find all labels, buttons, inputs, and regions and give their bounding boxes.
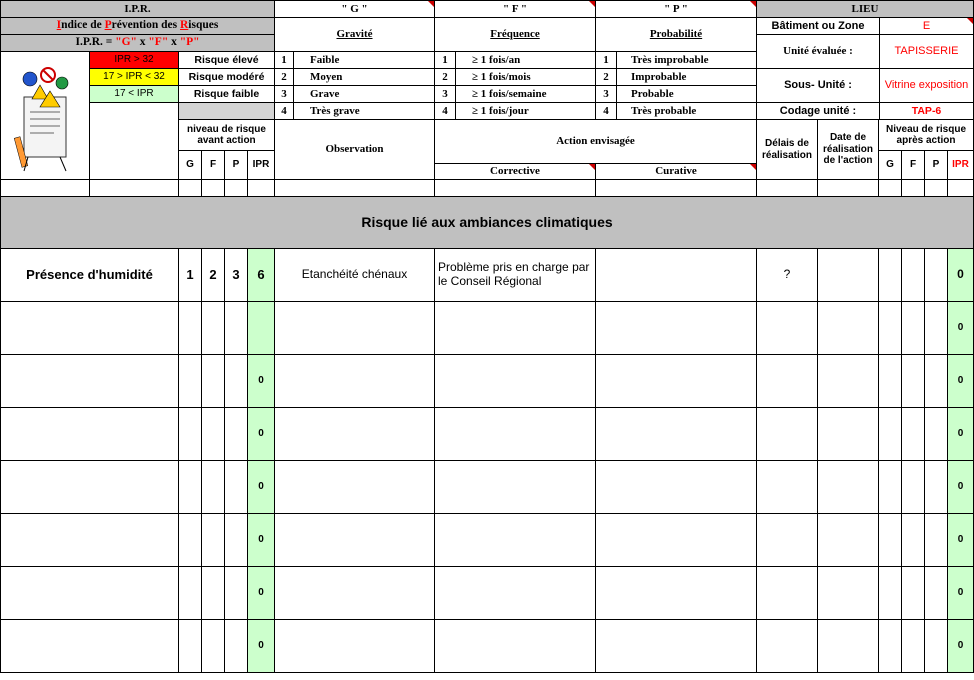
g-after-cell[interactable]	[878, 354, 902, 408]
observation-cell[interactable]	[274, 301, 435, 355]
corrective-cell[interactable]	[434, 619, 596, 673]
spacer-cell[interactable]	[817, 179, 879, 197]
observation-cell[interactable]	[274, 513, 435, 567]
delais-header[interactable]: Délais de réalisation	[756, 119, 818, 180]
corrective-cell[interactable]: Problème pris en charge par le Conseil Régional	[434, 248, 596, 302]
g-value-cell[interactable]	[178, 354, 202, 408]
g-after-cell[interactable]	[878, 460, 902, 514]
safety-illustration-cell[interactable]	[0, 51, 90, 180]
f-after-cell[interactable]	[901, 354, 925, 408]
p-value-cell[interactable]	[224, 407, 248, 461]
ipr-after-cell[interactable]: 0	[947, 248, 974, 302]
risk-cell[interactable]	[0, 354, 179, 408]
curative-cell[interactable]	[595, 407, 757, 461]
ipr-letter-p: P	[104, 19, 112, 32]
g-scale-header[interactable]: " G "	[274, 0, 435, 18]
f-after-cell[interactable]	[901, 407, 925, 461]
curative-header[interactable]: Curative	[595, 163, 757, 180]
p-value-cell[interactable]	[224, 513, 248, 567]
spacer-cell[interactable]	[247, 179, 275, 197]
g-value-cell[interactable]	[178, 301, 202, 355]
blank-cell[interactable]	[89, 102, 179, 180]
g-item-label[interactable]: Grave	[293, 85, 435, 103]
ipr-subtitle[interactable]	[0, 17, 275, 35]
f-item-label[interactable]: ≥ 1 fois/mois	[455, 68, 596, 86]
p-after-cell[interactable]	[924, 619, 948, 673]
p-value-cell[interactable]	[224, 460, 248, 514]
corrective-cell[interactable]	[434, 513, 596, 567]
p-item-label[interactable]: Très probable	[616, 102, 757, 120]
date-cell[interactable]	[817, 248, 879, 302]
ipr-subtitle-part: révention des	[111, 19, 180, 32]
f-value-cell[interactable]	[201, 301, 225, 355]
col-ipr-after-header[interactable]: IPR	[947, 150, 974, 180]
batiment-value[interactable]: E	[879, 17, 974, 35]
codage-value[interactable]: TAP-6	[879, 102, 974, 120]
sous-unite-label[interactable]: Sous- Unité :	[756, 68, 880, 103]
date-cell[interactable]	[817, 407, 879, 461]
corrective-header[interactable]: Corrective	[434, 163, 596, 180]
f-item-label[interactable]: ≥ 1 fois/jour	[455, 102, 596, 120]
observation-cell[interactable]	[274, 566, 435, 620]
f-item-number[interactable]: 3	[434, 85, 456, 103]
ipr-letter-i: I	[56, 19, 62, 32]
formula-f: "F"	[148, 36, 169, 49]
p-value-cell[interactable]	[224, 619, 248, 673]
date-header[interactable]: Date de réalisation de l'action	[817, 119, 879, 180]
ipr-value-cell[interactable]: 0	[247, 513, 275, 567]
p-after-cell[interactable]	[924, 301, 948, 355]
corrective-cell[interactable]	[434, 407, 596, 461]
g-value-cell[interactable]	[178, 407, 202, 461]
p-value-cell[interactable]: 3	[224, 248, 248, 302]
g-after-cell[interactable]	[878, 407, 902, 461]
ipr-after-cell[interactable]: 0	[947, 407, 974, 461]
curative-cell[interactable]	[595, 248, 757, 302]
legend-range-high[interactable]: IPR > 32	[89, 51, 179, 69]
ipr-title[interactable]: I.P.R.	[0, 0, 275, 18]
col-f-after-header[interactable]: F	[901, 150, 925, 180]
g-after-cell[interactable]	[878, 301, 902, 355]
niveau-apres-header[interactable]: Niveau de risque après action	[878, 119, 974, 151]
g-value-cell[interactable]	[178, 566, 202, 620]
f-value-cell[interactable]	[201, 460, 225, 514]
delais-cell[interactable]	[756, 354, 818, 408]
f-item-number[interactable]: 2	[434, 68, 456, 86]
formula-x: x	[168, 36, 180, 49]
risk-cell[interactable]	[0, 513, 179, 567]
f-item-label[interactable]: ≥ 1 fois/an	[455, 51, 596, 69]
ipr-value-cell[interactable]: 0	[247, 566, 275, 620]
p-scale-title[interactable]: Probabilité	[595, 17, 757, 52]
spacer-cell[interactable]	[89, 179, 179, 197]
g-after-cell[interactable]	[878, 513, 902, 567]
g-value-cell[interactable]	[178, 513, 202, 567]
p-after-cell[interactable]	[924, 354, 948, 408]
p-item-number[interactable]: 4	[595, 102, 617, 120]
g-item-label[interactable]: Moyen	[293, 68, 435, 86]
legend-label-low[interactable]: Risque faible	[178, 85, 275, 103]
delais-cell[interactable]	[756, 619, 818, 673]
ipr-value-cell[interactable]: 0	[247, 407, 275, 461]
col-g-after-header[interactable]: G	[878, 150, 902, 180]
spacer-cell[interactable]	[901, 179, 925, 197]
p-after-cell[interactable]	[924, 248, 948, 302]
col-ipr-header[interactable]: IPR	[247, 150, 275, 180]
date-cell[interactable]	[817, 619, 879, 673]
ipr-value-cell[interactable]	[247, 301, 275, 355]
p-after-cell[interactable]	[924, 460, 948, 514]
curative-cell[interactable]	[595, 460, 757, 514]
p-value-cell[interactable]	[224, 301, 248, 355]
p-item-number[interactable]: 1	[595, 51, 617, 69]
delais-cell[interactable]: ?	[756, 248, 818, 302]
ipr-subtitle-part: ndice de	[61, 19, 105, 32]
p-item-label[interactable]: Probable	[616, 85, 757, 103]
g-after-cell[interactable]	[878, 566, 902, 620]
f-after-cell[interactable]	[901, 248, 925, 302]
corrective-cell[interactable]	[434, 566, 596, 620]
f-after-cell[interactable]	[901, 460, 925, 514]
f-value-cell[interactable]	[201, 566, 225, 620]
ipr-subtitle-part: isques	[188, 19, 219, 32]
ipr-after-cell[interactable]: 0	[947, 460, 974, 514]
g-item-number[interactable]: 2	[274, 68, 294, 86]
f-after-cell[interactable]	[901, 619, 925, 673]
lieu-title[interactable]: LIEU	[756, 0, 974, 18]
blank-gray-cell[interactable]	[178, 102, 275, 120]
p-item-label[interactable]: Très improbable	[616, 51, 757, 69]
sous-unite-value[interactable]: Vitrine exposition	[879, 68, 974, 103]
p-scale-header[interactable]: " P "	[595, 0, 757, 18]
formula-p: "P"	[179, 36, 200, 49]
f-item-number[interactable]: 1	[434, 51, 456, 69]
batiment-label[interactable]: Bâtiment ou Zone	[756, 17, 880, 35]
p-item-number[interactable]: 2	[595, 68, 617, 86]
ipr-after-cell[interactable]: 0	[947, 513, 974, 567]
legend-range-medium[interactable]: 17 > IPR < 32	[89, 68, 179, 86]
col-p-header[interactable]: P	[224, 150, 248, 180]
curative-cell[interactable]	[595, 354, 757, 408]
p-after-cell[interactable]	[924, 513, 948, 567]
p-value-cell[interactable]	[224, 566, 248, 620]
delais-cell[interactable]	[756, 566, 818, 620]
spacer-cell[interactable]	[947, 179, 974, 197]
curative-cell[interactable]	[595, 566, 757, 620]
safety-sign-icon	[10, 57, 80, 175]
g-after-cell[interactable]	[878, 248, 902, 302]
corrective-cell[interactable]	[434, 460, 596, 514]
f-value-cell[interactable]	[201, 513, 225, 567]
g-item-number[interactable]: 4	[274, 102, 294, 120]
niveau-avant-header[interactable]: niveau de risque avant action	[178, 119, 275, 151]
g-item-number[interactable]: 3	[274, 85, 294, 103]
legend-range-low[interactable]: 17 < IPR	[89, 85, 179, 103]
spacer-cell[interactable]	[595, 179, 757, 197]
corrective-cell[interactable]	[434, 354, 596, 408]
spacer-cell[interactable]	[434, 179, 596, 197]
risk-cell[interactable]: Présence d'humidité	[0, 248, 179, 302]
g-value-cell[interactable]: 1	[178, 248, 202, 302]
observation-cell[interactable]: Etanchéité chénaux	[274, 248, 435, 302]
observation-header[interactable]: Observation	[274, 119, 435, 180]
ipr-after-cell[interactable]: 0	[947, 301, 974, 355]
date-cell[interactable]	[817, 354, 879, 408]
f-value-cell[interactable]: 2	[201, 248, 225, 302]
spacer-cell[interactable]	[178, 179, 202, 197]
corrective-cell[interactable]	[434, 301, 596, 355]
p-item-label[interactable]: Improbable	[616, 68, 757, 86]
f-value-cell[interactable]	[201, 407, 225, 461]
f-scale-title[interactable]: Fréquence	[434, 17, 596, 52]
codage-label[interactable]: Codage unité :	[756, 102, 880, 120]
spacer-cell[interactable]	[924, 179, 948, 197]
observation-cell[interactable]	[274, 354, 435, 408]
delais-cell[interactable]	[756, 460, 818, 514]
col-g-header[interactable]: G	[178, 150, 202, 180]
ipr-after-cell[interactable]: 0	[947, 619, 974, 673]
date-cell[interactable]	[817, 301, 879, 355]
curative-cell[interactable]	[595, 619, 757, 673]
ipr-value-cell[interactable]: 0	[247, 354, 275, 408]
curative-cell[interactable]	[595, 513, 757, 567]
observation-cell[interactable]	[274, 619, 435, 673]
f-item-label[interactable]: ≥ 1 fois/semaine	[455, 85, 596, 103]
g-item-label[interactable]: Faible	[293, 51, 435, 69]
g-after-cell[interactable]	[878, 619, 902, 673]
ipr-letter-r: R	[179, 19, 189, 32]
action-header[interactable]: Action envisagée	[434, 119, 757, 164]
g-item-number[interactable]: 1	[274, 51, 294, 69]
ipr-value-cell[interactable]: 6	[247, 248, 275, 302]
delais-cell[interactable]	[756, 513, 818, 567]
unite-label[interactable]: Unité évaluée :	[756, 34, 880, 69]
ipr-after-cell[interactable]: 0	[947, 354, 974, 408]
delais-cell[interactable]	[756, 407, 818, 461]
col-p-after-header[interactable]: P	[924, 150, 948, 180]
p-after-cell[interactable]	[924, 566, 948, 620]
spacer-cell[interactable]	[878, 179, 902, 197]
risk-cell[interactable]	[0, 566, 179, 620]
f-after-cell[interactable]	[901, 566, 925, 620]
f-scale-header[interactable]: " F "	[434, 0, 596, 18]
f-value-cell[interactable]	[201, 354, 225, 408]
curative-cell[interactable]	[595, 301, 757, 355]
ipr-value-cell[interactable]: 0	[247, 619, 275, 673]
risk-cell[interactable]	[0, 407, 179, 461]
legend-label-high[interactable]: Risque élevé	[178, 51, 275, 69]
spacer-cell[interactable]	[224, 179, 248, 197]
spacer-cell[interactable]	[0, 179, 90, 197]
f-after-cell[interactable]	[901, 301, 925, 355]
ipr-value-cell[interactable]: 0	[247, 460, 275, 514]
legend-label-medium[interactable]: Risque modéré	[178, 68, 275, 86]
g-item-label[interactable]: Très grave	[293, 102, 435, 120]
risk-cell[interactable]	[0, 301, 179, 355]
g-value-cell[interactable]	[178, 460, 202, 514]
formula-prefix: I.P.R. =	[75, 36, 116, 49]
delais-cell[interactable]	[756, 301, 818, 355]
g-value-cell[interactable]	[178, 619, 202, 673]
section-title[interactable]: Risque lié aux ambiances climatiques	[0, 196, 974, 249]
ipr-formula[interactable]	[0, 34, 275, 52]
date-cell[interactable]	[817, 460, 879, 514]
unite-value[interactable]: TAPISSERIE	[879, 34, 974, 69]
f-after-cell[interactable]	[901, 513, 925, 567]
observation-cell[interactable]	[274, 407, 435, 461]
risk-cell[interactable]	[0, 619, 179, 673]
spacer-cell[interactable]	[274, 179, 435, 197]
ipr-after-cell[interactable]: 0	[947, 566, 974, 620]
date-cell[interactable]	[817, 513, 879, 567]
p-after-cell[interactable]	[924, 407, 948, 461]
p-value-cell[interactable]	[224, 354, 248, 408]
formula-g: "G"	[115, 36, 137, 49]
formula-x: x	[136, 36, 149, 49]
col-f-header[interactable]: F	[201, 150, 225, 180]
f-value-cell[interactable]	[201, 619, 225, 673]
f-item-number[interactable]: 4	[434, 102, 456, 120]
observation-cell[interactable]	[274, 460, 435, 514]
spacer-cell[interactable]	[756, 179, 818, 197]
risk-cell[interactable]	[0, 460, 179, 514]
p-item-number[interactable]: 3	[595, 85, 617, 103]
spacer-cell[interactable]	[201, 179, 225, 197]
date-cell[interactable]	[817, 566, 879, 620]
g-scale-title[interactable]: Gravité	[274, 17, 435, 52]
